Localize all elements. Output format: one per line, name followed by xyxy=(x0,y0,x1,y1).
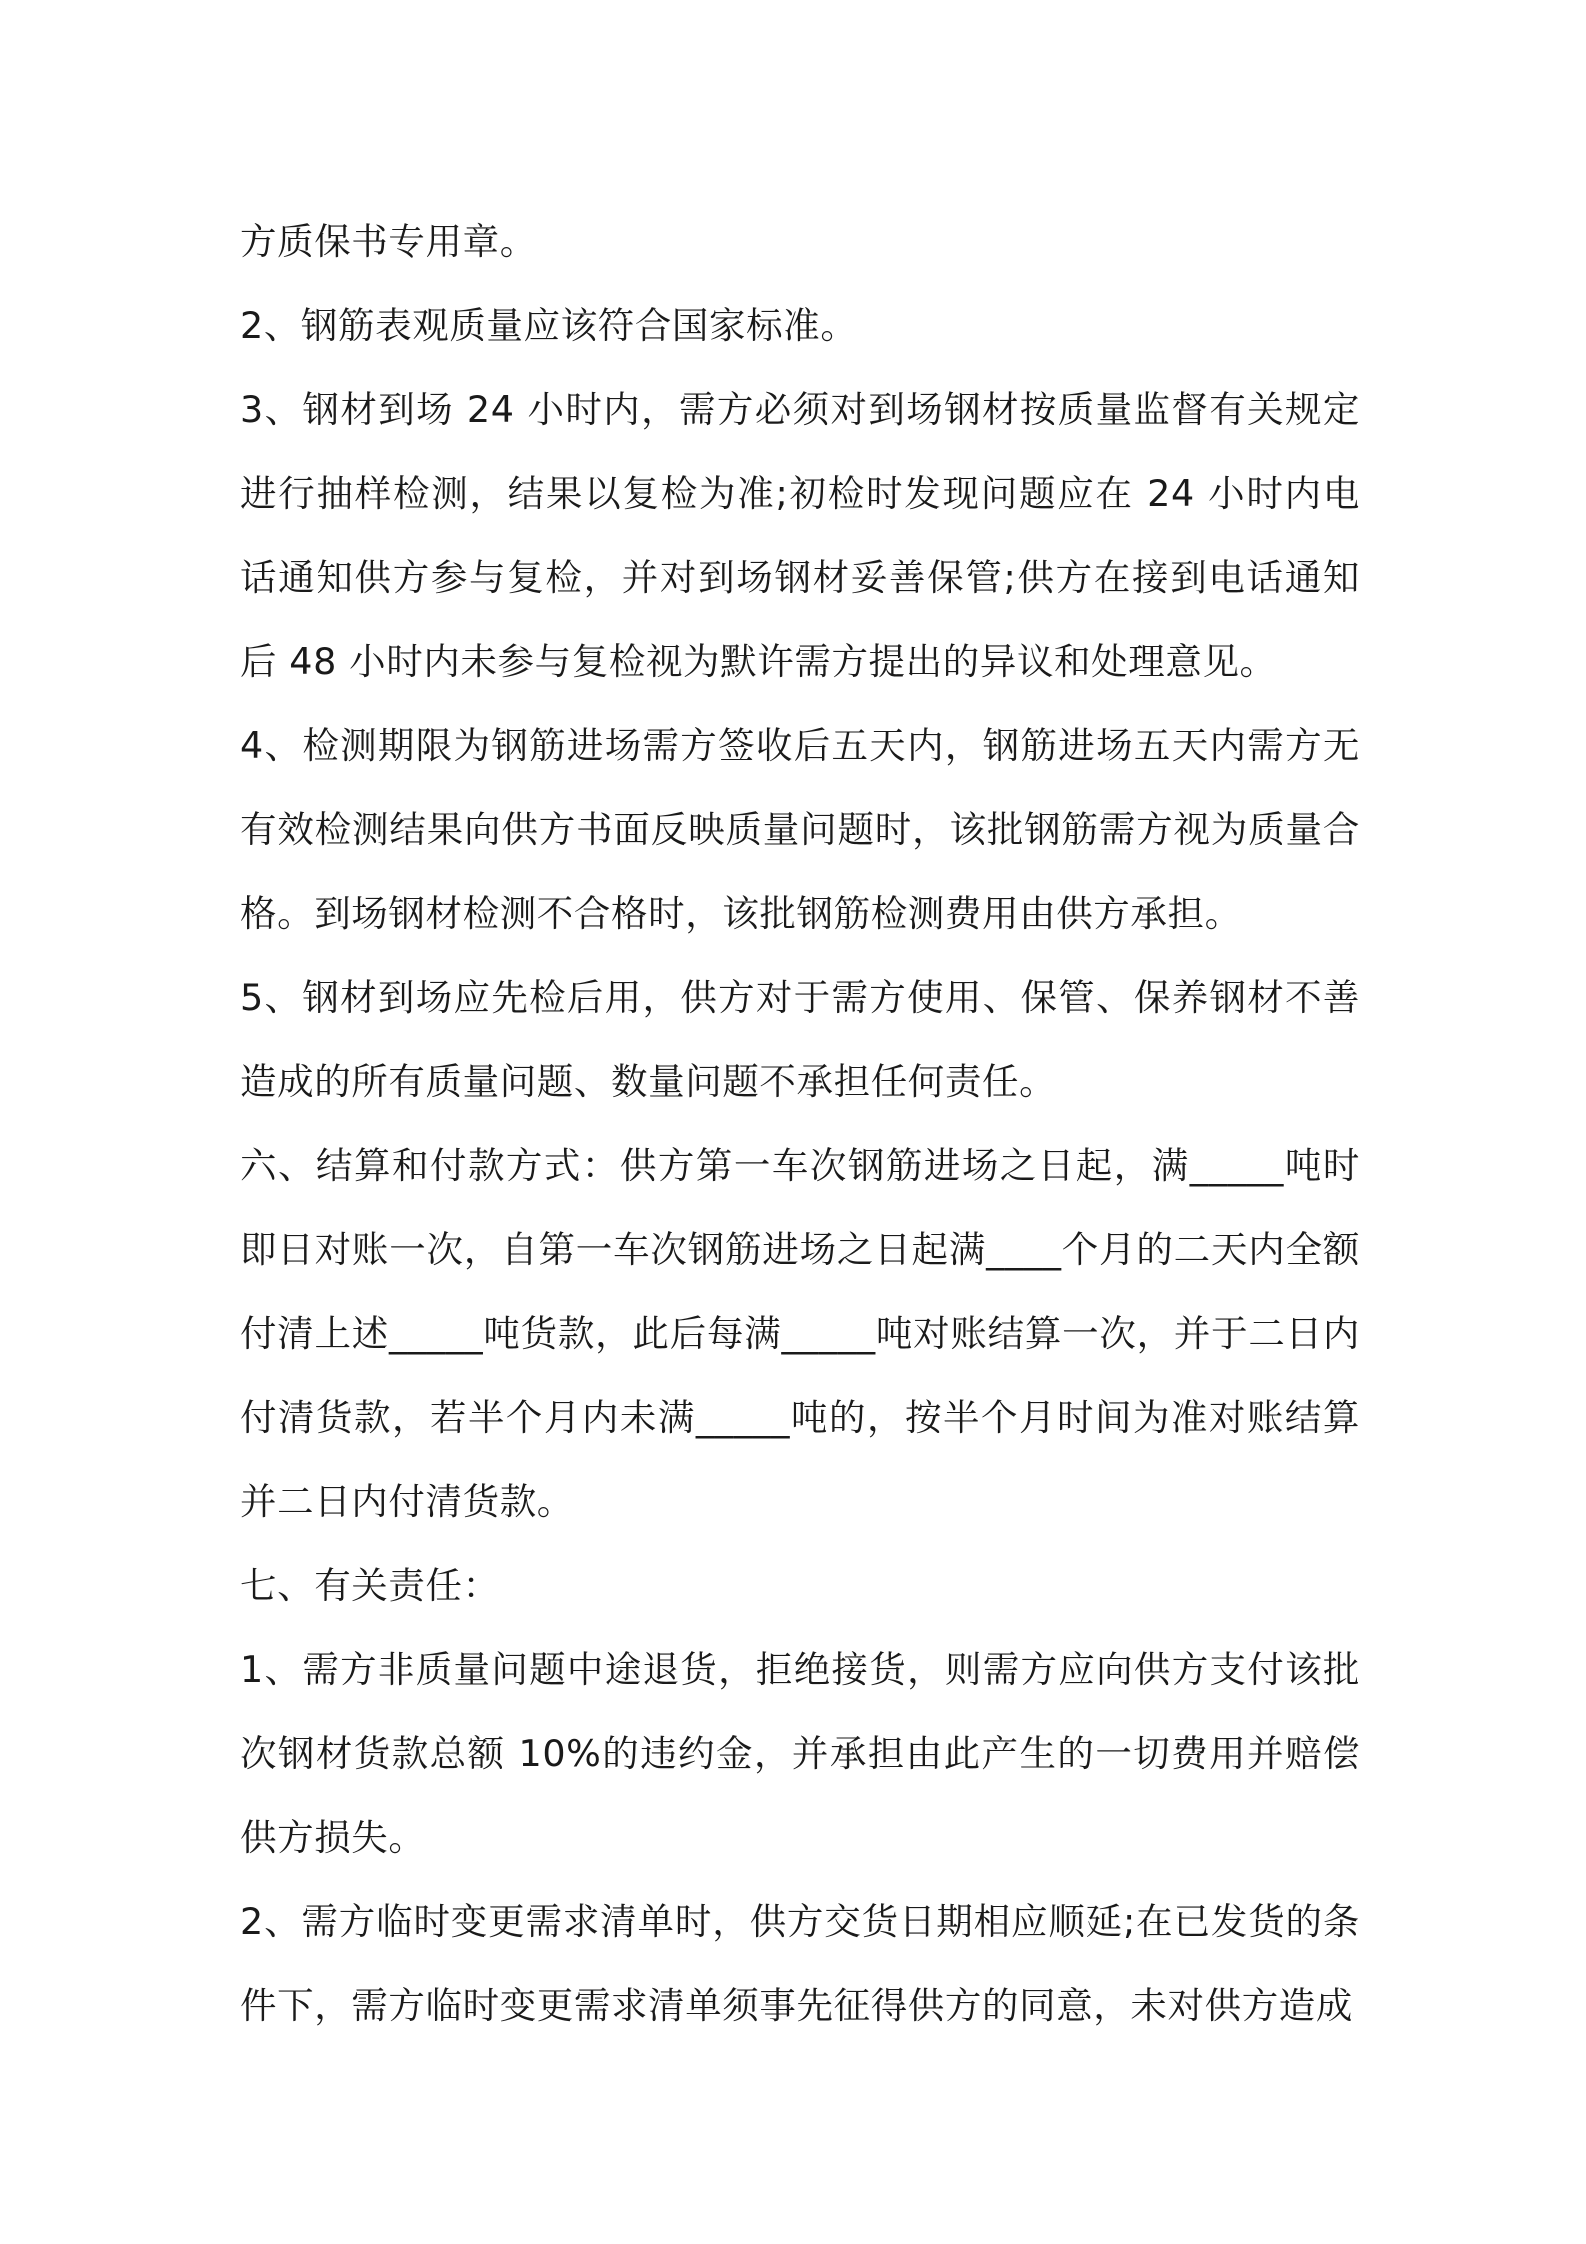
paragraph-clause-3-inspection: 3、钢材到场 24 小时内，需方必须对到场钢材按质量监督有关规定进行抽样检测，结果以复检为准;初检时发现问题应在 24 小时内电话通知供方参与复检，并对到场钢材妥善保管;供方在接到电话通知后 48 小时内未参与复检视为默许需方提出的异议和处理意见。 xyxy=(240,388,1360,683)
paragraph-section-7-heading: 七、有关责任： xyxy=(240,1564,500,1607)
paragraph-section-7-clause-2: 2、需方临时变更需求清单时，供方交货日期相应顺延;在已发货的条件下，需方临时变更需求清单须事先征得供方的同意，未对供方造成 xyxy=(240,1900,1360,2027)
paragraph-quality-cert-seal: 方质保书专用章。 xyxy=(240,220,537,263)
paragraph-clause-5-usage: 5、钢材到场应先检后用，供方对于需方使用、保管、保养钢材不善造成的所有质量问题、数量问题不承担任何责任。 xyxy=(240,976,1360,1103)
document-body xyxy=(240,200,1360,2048)
paragraph-clause-2-appearance: 2、钢筋表观质量应该符合国家标准。 xyxy=(240,304,858,347)
paragraph-clause-4-testing-period: 4、检测期限为钢筋进场需方签收后五天内，钢筋进场五天内需方无有效检测结果向供方书面反映质量问题时，该批钢筋需方视为质量合格。到场钢材检测不合格时，该批钢筋检测费用由供方承担。 xyxy=(240,724,1360,935)
paragraph-section-6-settlement: 六、结算和付款方式：供方第一车次钢筋进场之日起，满_____吨时即日对账一次，自第一车次钢筋进场之日起满____个月的二天内全额付清上述_____吨货款，此后每满_____吨对账结算一次，并于二日内付清货款，若半个月内未满_____吨的，按半个月时间为准对账结算并二日内付清货款。 xyxy=(240,1144,1360,1523)
paragraph-section-7-clause-1: 1、需方非质量问题中途退货，拒绝接货，则需方应向供方支付该批次钢材货款总额 10%的违约金，并承担由此产生的一切费用并赔偿供方损失。 xyxy=(240,1648,1360,1859)
